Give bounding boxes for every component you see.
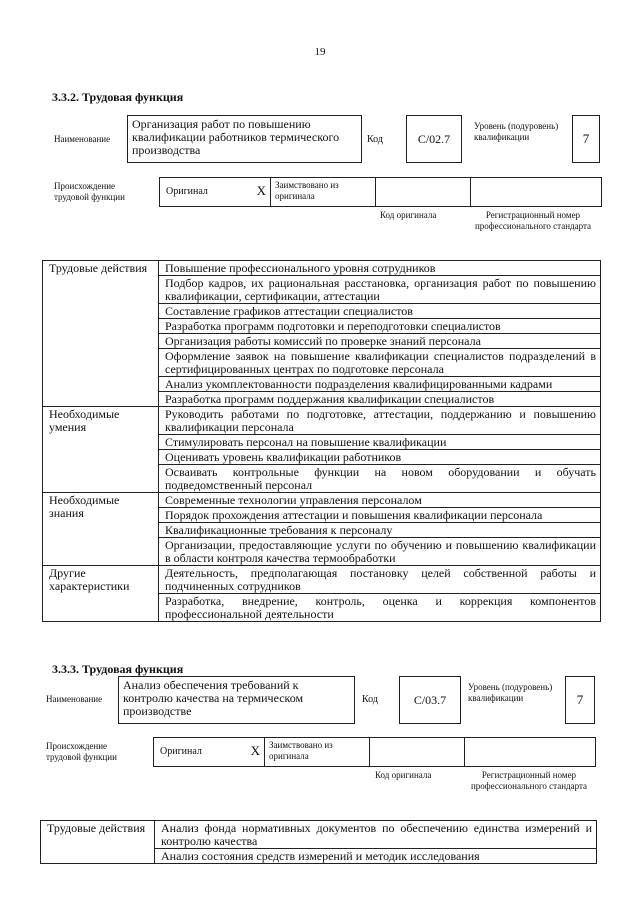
category-cell: Трудовые действия <box>41 821 155 864</box>
orig-code-caption: Код оригинала <box>375 770 432 780</box>
item-cell: Организации, предоставляющие услуги по обучению и повышению квалификации в области контроля качества термообработки <box>159 538 601 566</box>
origin-label: Происхождение трудовой функции <box>46 741 117 762</box>
item-cell: Оценивать уровень квалификации работников <box>159 450 601 465</box>
reg-number-cell <box>465 738 595 766</box>
original-cell <box>154 738 265 766</box>
function-code: C/02.7 <box>406 115 462 163</box>
level-label: Уровень (подуровень) квалификации <box>474 121 559 142</box>
item-cell: Разработка программ подготовки и переподготовки специалистов <box>159 319 601 334</box>
item-cell: Разработка, внедрение, контроль, оценка и коррекция компонентов профессиональной деятельности <box>159 594 601 622</box>
orig-code-caption: Код оригинала <box>380 210 437 220</box>
qualification-level: 7 <box>572 115 600 163</box>
item-cell: Осваивать контрольные функции на новом оборудовании и обучать подведомственный персонал <box>159 465 601 493</box>
item-cell: Стимулировать персонал на повышение квалификации <box>159 435 601 450</box>
orig-code-cell <box>376 178 471 206</box>
orig-code-cell <box>370 738 465 766</box>
item-cell: Порядок прохождения аттестации и повышения квалификации персонала <box>159 508 601 523</box>
category-cell: Необходимые знания <box>43 493 159 566</box>
section-title: 3.3.3. Трудовая функция <box>52 662 184 676</box>
level-label: Уровень (подуровень) квалификации <box>468 682 553 703</box>
origin-row <box>153 737 596 767</box>
reg-number-cell <box>471 178 601 206</box>
borrowed-cell: Заимствовано из оригинала <box>271 178 376 206</box>
section-title: 3.3.2. Трудовая функция <box>52 90 184 104</box>
item-cell: Анализ состояния средств измерений и методик исследования <box>155 849 597 864</box>
item-cell: Анализ укомплектованности подразделения квалифицированными кадрами <box>159 377 601 392</box>
borrowed-cell: Заимствовано из оригинала <box>265 738 370 766</box>
original-label: Оригинал <box>166 186 208 197</box>
item-cell: Квалификационные требования к персоналу <box>159 523 601 538</box>
reg-number-caption: Регистрационный номер профессионального стандарта <box>470 770 588 791</box>
page-number: 19 <box>314 46 326 58</box>
name-label: Наименование <box>54 134 111 144</box>
category-cell: Другие характеристики <box>43 566 159 622</box>
item-cell: Подбор кадров, их рациональная расстановка, организация работ по повышению квалификации, сертификации, аттестации <box>159 276 601 304</box>
origin-label: Происхождение трудовой функции <box>54 181 125 202</box>
item-cell: Организация работы комиссий по проверке знаний персонала <box>159 334 601 349</box>
qualification-level: 7 <box>565 676 595 724</box>
table-row <box>43 261 601 276</box>
original-label: Оригинал <box>160 746 202 757</box>
item-cell: Оформление заявок на повышение квалификации специалистов подразделений в сертифицированных центрах по подготовке персонала <box>159 349 601 377</box>
function-code: C/03.7 <box>399 676 461 724</box>
functions-table <box>40 820 597 864</box>
origin-row <box>159 177 602 207</box>
item-cell: Руководить работами по подготовке, аттестации, поддержанию и повышению квалификации персонала <box>159 407 601 435</box>
item-cell: Анализ фонда нормативных документов по обеспечению единства измерений и контролю качества <box>155 821 597 849</box>
table-row <box>43 493 601 508</box>
item-cell: Разработка программ поддержания квалификации специалистов <box>159 392 601 407</box>
code-label: Код <box>367 134 383 145</box>
item-cell: Деятельность, предполагающая постановку целей собственной работы и подчиненных сотрудников <box>159 566 601 594</box>
function-name: Организация работ по повышению квалификации работников термического производства <box>127 115 362 163</box>
item-cell: Современные технологии управления персоналом <box>159 493 601 508</box>
name-label: Наименование <box>46 694 103 704</box>
category-cell: Трудовые действия <box>43 261 159 407</box>
table-row <box>41 821 597 849</box>
table-row <box>43 407 601 435</box>
code-label: Код <box>362 694 378 705</box>
item-cell: Составление графиков аттестации специалистов <box>159 304 601 319</box>
category-cell: Необходимые умения <box>43 407 159 493</box>
original-x-mark: X <box>256 183 266 198</box>
original-cell <box>160 178 271 206</box>
reg-number-caption: Регистрационный номер профессионального стандарта <box>474 210 592 231</box>
function-name: Анализ обеспечения требований к контролю качества на термическом производстве <box>118 676 355 724</box>
functions-table <box>42 260 601 622</box>
original-x-mark: X <box>250 743 260 758</box>
item-cell: Повышение профессионального уровня сотрудников <box>159 261 601 276</box>
table-row <box>43 566 601 594</box>
